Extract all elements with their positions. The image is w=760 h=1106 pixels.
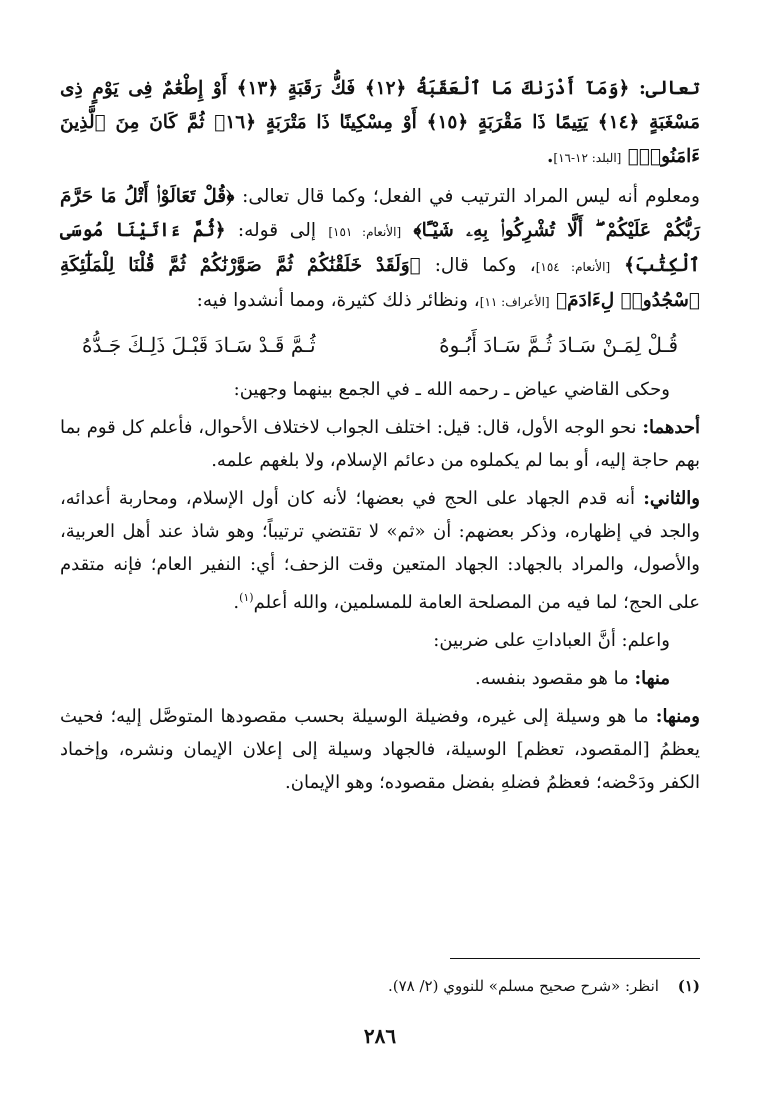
paragraph-second-view: والثاني: أنه قدم الجهاد على الحج في بعضها؛ لأنه كان أول الإسلام، ومحاربة أعدائه، والجد في إظهاره، وذكر بعضهم: أن «ثم» لا تقتضي ترتيباً؛ وهو شاذ عند أهل العربية، والأصول، والمراد بالجهاد: الجهاد المتعين وقت الزحف؛ أي: النفير العام؛ فإنه متقدم على الحج؛ لما فيه من المصلحة العامة للمسلمين، والله أعلم$^{(١)}$. xyxy=(60,488,700,613)
quran-verse: ﴿وَلَقَدْ خَلَقْنَٰكُمْ ثُمَّ صَوَّرْنَٰكُمْ ثُمَّ قُلْنَا لِلْمَلَٰٓئِكَةِ ٱسْجُدُوا۟ لِءَادَمَ﴾ xyxy=(60,255,700,311)
paragraph-order-not-meant xyxy=(60,180,700,319)
verse-reference: [الأعراف: ١١] xyxy=(479,295,550,309)
paragraph-first-view xyxy=(60,411,700,477)
verse-reference: [البلد: ١٢-١٦] xyxy=(553,151,622,165)
paragraph-category-one xyxy=(60,662,700,695)
page-body xyxy=(60,72,700,799)
text-segment: ، ونظائر ذلك كثيرة، ومما أنشدوا فيه: xyxy=(196,290,480,311)
text-segment: ومعلوم أنه ليس المراد الترتيب في الفعل؛ وكما قال تعالى: xyxy=(242,186,700,207)
paragraph-lead: ومنها: xyxy=(655,706,700,727)
quran-verse: ﴿وَمَآ أَدْرَىٰكَ مَا ٱلْعَقَبَةُ ﴿١٢﴾ فَكُّ رَقَبَةٍ ﴿١٣﴾ أَوْ إِطْعَٰمٌ فِى يَوْمٍ ذِى مَسْغَبَةٍ ﴿١٤﴾ يَتِيمًا ذَا مَقْرَبَةٍ ﴿١٥﴾ أَوْ مِسْكِينًا ذَا مَتْرَبَةٍ ﴿١٦﴾ ثُمَّ كَانَ مِنَ ٱلَّذِينَ ءَامَنُوا۟﴾ xyxy=(60,78,700,167)
verse-reference: [الأنعام: ١٥٤] xyxy=(535,260,611,274)
quran-verse: ﴿ثُمَّ ءَاتَيْنَا مُوسَى ٱلْكِتَٰبَ﴾ xyxy=(60,220,700,276)
footnote-marker: (١) xyxy=(239,591,254,604)
paragraph-lead: أحدهما: xyxy=(642,417,700,438)
paragraph-text: ما هو مقصود بنفسه. xyxy=(475,668,629,689)
quran-verse: ﴿قُلْ تَعَالَوْا۟ أَتْلُ مَا حَرَّمَ رَبُّكُمْ عَلَيْكُمْ ۖ أَلَّا تُشْرِكُوا۟ بِهِۦ شَيْـًٔا﴾ xyxy=(60,186,700,241)
footnote-number: (١) xyxy=(677,977,700,995)
poem-verse xyxy=(60,327,700,363)
footnote-text: انظر: «شرح صحيح مسلم» للنووي (٢/ ٧٨). xyxy=(387,977,659,995)
page-number: ٢٨٦ xyxy=(363,1024,397,1048)
paragraph-verse-balad: تعالى: ﴿وَمَآ أَدْرَىٰكَ مَا ٱلْعَقَبَةُ ﴿١٢﴾ فَكُّ رَقَبَةٍ ﴿١٣﴾ أَوْ إِطْعَٰمٌ فِى يَوْمٍ ذِى مَسْغَبَةٍ ﴿١٤﴾ يَتِيمًا ذَا مَقْرَبَةٍ ﴿١٥﴾ أَوْ مِسْكِينًا ذَا مَتْرَبَةٍ ﴿١٦﴾ ثُمَّ كَانَ مِنَ ٱلَّذِينَ ءَامَنُوا۟﴾ [البلد: ١٢-١٦]. xyxy=(60,78,700,167)
paragraph-lead: منها: xyxy=(634,668,670,689)
footnote-divider xyxy=(450,958,700,959)
paragraph-text: نحو الوجه الأول، قال: قيل: اختلف الجواب لاختلاف الأحوال، فأعلم كل قوم بما بهم حاجة إليه، أو بما لم يكملوه من دعائم الإسلام، ولا بلغهم علمه. xyxy=(60,417,700,471)
paragraph-text: أنه قدم الجهاد على الحج في بعضها؛ لأنه كان أول الإسلام، ومحاربة أعدائه، والجد في إظهاره، وذكر بعضهم: أن «ثم» لا تقتضي ترتيباً؛ وهو شاذ عند أهل العربية، والأصول، والمراد بالجهاد: الجهاد المتعين وقت الزحف؛ أي: النفير العام؛ فإنه متقدم على الحج؛ لما فيه من المصلحة العامة للمسلمين، والله أعلم xyxy=(60,488,700,613)
paragraph-know-worship: واعلم: أنَّ العباداتِ على ضربين: xyxy=(433,630,670,651)
intro-text: تعالى: xyxy=(638,78,700,99)
footnote xyxy=(60,974,700,998)
poem-hemistich-second: ثُـمَّ قَـدْ سَـادَ قَبْـلَ ذَلِـكَ جَـدُّهُ xyxy=(82,333,316,357)
poem-hemistich-first: قُـلْ لِمَـنْ سَـادَ ثُـمَّ سَـادَ أَبُـوهُ xyxy=(439,333,678,357)
verse-reference: [الأنعام: ١٥١] xyxy=(328,225,402,239)
text-segment: إلى قوله: xyxy=(237,220,316,241)
paragraph-qadi-iyad: وحكى القاضي عياض ـ رحمه الله ـ في الجمع بينهما وجهين: xyxy=(233,379,670,400)
paragraph-text: ما هو وسيلة إلى غيره، وفضيلة الوسيلة بحسب مقصودها المتوصَّل إليه؛ فحيث يعظمُ [المقصود، تعظم] الوسيلة، فالجهاد وسيلة إلى إعلان الإيمان ونشره، وإخماد الكفر ودَحْضه؛ فعظمُ فضلهِ بفضل مقصوده؛ وهو الإيمان. xyxy=(60,706,700,793)
paragraph-lead: والثاني: xyxy=(643,488,700,509)
text-segment: ، وكما قال: xyxy=(434,255,536,276)
paragraph-category-two xyxy=(60,700,700,799)
